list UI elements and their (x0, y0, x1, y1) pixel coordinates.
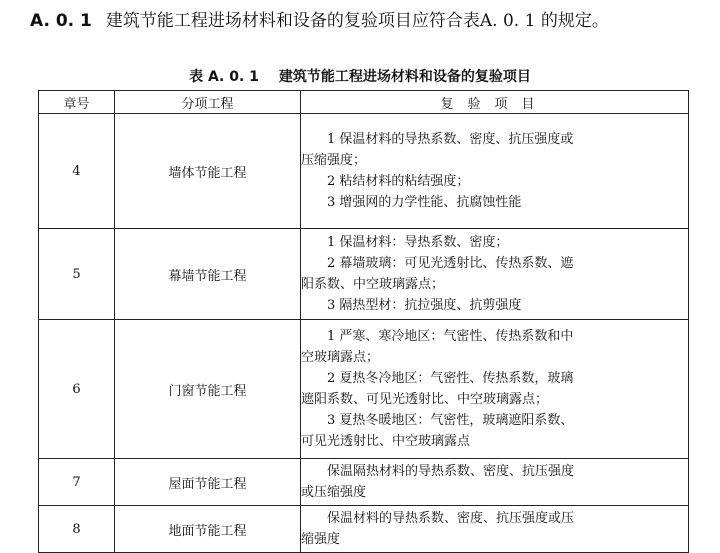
retest-items-cell (301, 459, 689, 506)
item-line: 1 严寒、寒冷地区：气密性、传热系数和中 (327, 329, 574, 344)
item-line: 3 增强网的力学性能、抗腐蚀性能 (327, 195, 522, 210)
retest-items-cell (301, 506, 689, 553)
chapter-number: 4 (39, 114, 115, 229)
item-line: 2 幕墙玻璃：可见光透射比、传热系数、遮 (327, 256, 574, 271)
table-caption-text: 建筑节能工程进场材料和设备的复验项目 (278, 69, 531, 85)
item-line: 可见光透射比、中空玻璃露点 (301, 434, 471, 449)
subitem-name: 墙体节能工程 (115, 114, 301, 229)
item-line: 压缩强度； (301, 153, 367, 168)
item-line: 3 夏热冬暖地区：气密性，玻璃遮阳系数、 (327, 413, 574, 428)
chapter-number: 6 (39, 320, 115, 459)
table-row (39, 320, 689, 459)
item-line: 或压缩强度 (301, 485, 367, 500)
chapter-number: 5 (39, 229, 115, 320)
retest-items-cell (301, 114, 689, 229)
item-line: 空玻璃露点； (301, 350, 380, 365)
header-retest-items (301, 91, 689, 114)
item-line: 1 保温材料：导热系数、密度； (327, 235, 509, 250)
retest-items-table (38, 90, 689, 553)
clause-number: A. 0. 1 (30, 11, 92, 31)
clause-paragraph (30, 8, 698, 34)
item-line: 2 夏热冬冷地区：气密性、传热系数，玻璃 (327, 371, 574, 386)
item-line: 遮阳系数、可见光透射比、中空玻璃露点； (301, 392, 549, 407)
item-line: 保温隔热材料的导热系数、密度、抗压强度 (327, 464, 575, 479)
header-retest-items-label: 复验项目 (440, 96, 549, 112)
table-caption (0, 66, 720, 86)
subitem-name: 屋面节能工程 (115, 459, 301, 506)
header-subitem: 分项工程 (115, 91, 301, 114)
table-row (39, 506, 689, 553)
retest-items-cell (301, 320, 689, 459)
item-line: 缩强度 (301, 532, 341, 547)
retest-items-cell (301, 229, 689, 320)
table-row (39, 114, 689, 229)
item-line: 阳系数、中空玻璃露点； (301, 277, 445, 292)
chapter-number: 8 (39, 506, 115, 553)
table-row (39, 229, 689, 320)
clause-text: 建筑节能工程进场材料和设备的复验项目应符合表A. 0. 1 的规定。 (105, 11, 609, 31)
chapter-number: 7 (39, 459, 115, 506)
subitem-name: 地面节能工程 (115, 506, 301, 553)
item-line: 保温材料的导热系数、密度、抗压强度或压 (327, 511, 575, 526)
item-line: 1 保温材料的导热系数、密度、抗压强度或 (327, 132, 574, 147)
subitem-name: 幕墙节能工程 (115, 229, 301, 320)
table-caption-number: 表 A. 0. 1 (189, 69, 259, 85)
table-row (39, 459, 689, 506)
item-line: 3 隔热型材：抗拉强度、抗剪强度 (327, 298, 522, 313)
header-chapter: 章号 (39, 91, 115, 114)
item-line: 2 粘结材料的粘结强度； (327, 174, 470, 189)
table-header-row (39, 91, 689, 114)
subitem-name: 门窗节能工程 (115, 320, 301, 459)
